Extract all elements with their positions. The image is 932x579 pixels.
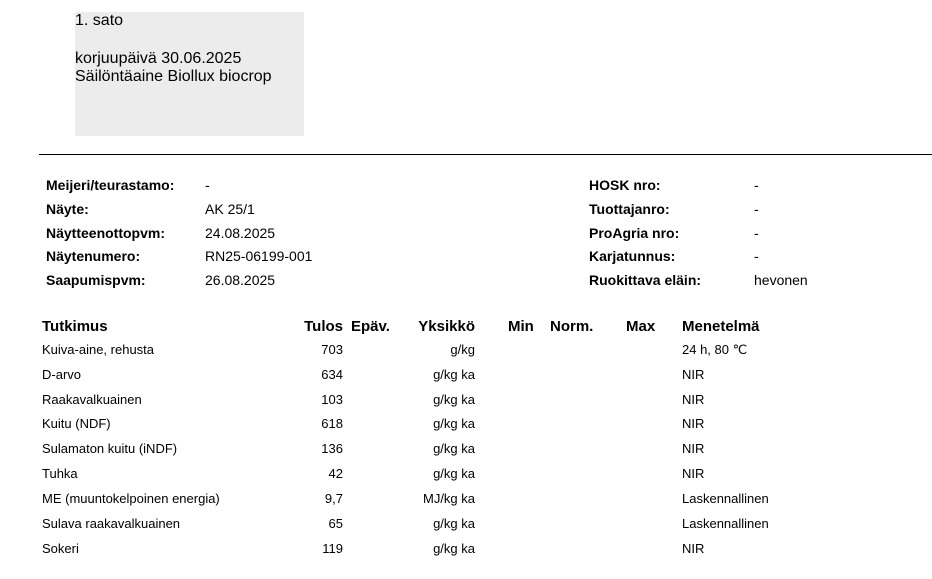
info-label-sample: Näyte: [46, 201, 89, 217]
row-yksikko: g/kg ka [433, 441, 475, 456]
info-label-dairy: Meijeri/teurastamo: [46, 177, 175, 193]
info-value-dairy: - [205, 177, 210, 193]
row-yksikko: g/kg ka [433, 416, 475, 431]
row-yksikko: g/kg ka [433, 367, 475, 382]
info-label-arrival-date: Saapumispvm: [46, 272, 146, 288]
info-value-producer: - [754, 201, 759, 217]
info-label-herd: Karjatunnus: [589, 248, 676, 264]
info-value-proagria: - [754, 225, 759, 241]
info-value-sampling-date: 24.08.2025 [205, 225, 276, 241]
info-value-animal: hevonen [754, 272, 808, 288]
row-tutkimus: Sulava raakavalkuainen [42, 516, 181, 531]
row-tulos: 9,7 [324, 491, 343, 506]
col-header-norm: Norm. [550, 318, 594, 335]
info-label-producer: Tuottajanro: [589, 201, 670, 217]
row-tutkimus: D-arvo [42, 367, 82, 382]
preservative: Säilöntäaine Biollux biocrop [75, 68, 272, 85]
row-menetelma: NIR [682, 541, 705, 556]
row-tulos: 634 [321, 367, 343, 382]
row-menetelma: 24 h, 80 ℃ [682, 342, 748, 357]
row-tutkimus: Raakavalkuainen [42, 392, 142, 407]
col-header-menetelma: Menetelmä [682, 318, 760, 335]
col-header-tutkimus: Tutkimus [42, 318, 108, 335]
info-label-hosk: HOSK nro: [589, 177, 661, 193]
sample-note-box [75, 12, 304, 136]
row-tutkimus: Kuiva-aine, rehusta [42, 342, 155, 357]
row-tutkimus: ME (muuntokelpoinen energia) [42, 491, 220, 506]
row-menetelma: NIR [682, 416, 705, 431]
row-tulos: 119 [322, 541, 343, 556]
row-yksikko: MJ/kg ka [422, 491, 475, 506]
info-value-arrival-date: 26.08.2025 [205, 272, 276, 288]
row-tulos: 103 [321, 392, 343, 407]
info-label-proagria: ProAgria nro: [589, 225, 680, 241]
row-menetelma: NIR [682, 466, 705, 481]
info-label-sampling-date: Näytteenottopvm: [46, 225, 166, 241]
col-header-max: Max [626, 318, 656, 335]
info-value-hosk: - [754, 177, 759, 193]
row-yksikko: g/kg [450, 342, 475, 357]
harvest-round: 1. sato [75, 12, 124, 29]
row-yksikko: g/kg ka [433, 466, 475, 481]
info-label-sample-number: Näytenumero: [46, 248, 141, 264]
row-tulos: 618 [321, 416, 343, 431]
info-value-sample: AK 25/1 [205, 201, 255, 217]
row-tulos: 42 [328, 466, 343, 481]
row-tutkimus: Tuhka [42, 466, 78, 481]
row-menetelma: NIR [682, 441, 705, 456]
info-value-herd: - [754, 248, 759, 264]
harvest-date: korjuupäivä 30.06.2025 [75, 50, 242, 67]
info-value-sample-number: RN25-06199-001 [205, 248, 313, 264]
col-header-epav: Epäv. [351, 318, 390, 335]
row-menetelma: NIR [682, 392, 705, 407]
row-menetelma: Laskennallinen [682, 516, 769, 531]
row-tutkimus: Sulamaton kuitu (iNDF) [42, 441, 178, 456]
row-tulos: 65 [328, 516, 343, 531]
col-header-min: Min [508, 318, 534, 335]
row-tutkimus: Kuitu (NDF) [42, 416, 111, 431]
divider [39, 154, 932, 155]
row-menetelma: Laskennallinen [682, 491, 769, 506]
row-tulos: 136 [321, 441, 343, 456]
row-menetelma: NIR [682, 367, 705, 382]
info-label-animal: Ruokittava eläin: [589, 272, 702, 288]
row-yksikko: g/kg ka [433, 392, 475, 407]
row-yksikko: g/kg ka [433, 541, 475, 556]
row-tulos: 703 [321, 342, 343, 357]
col-header-tulos: Tulos [304, 318, 343, 335]
row-yksikko: g/kg ka [433, 516, 475, 531]
col-header-yksikko: Yksikkö [418, 318, 475, 335]
row-tutkimus: Sokeri [42, 541, 79, 556]
